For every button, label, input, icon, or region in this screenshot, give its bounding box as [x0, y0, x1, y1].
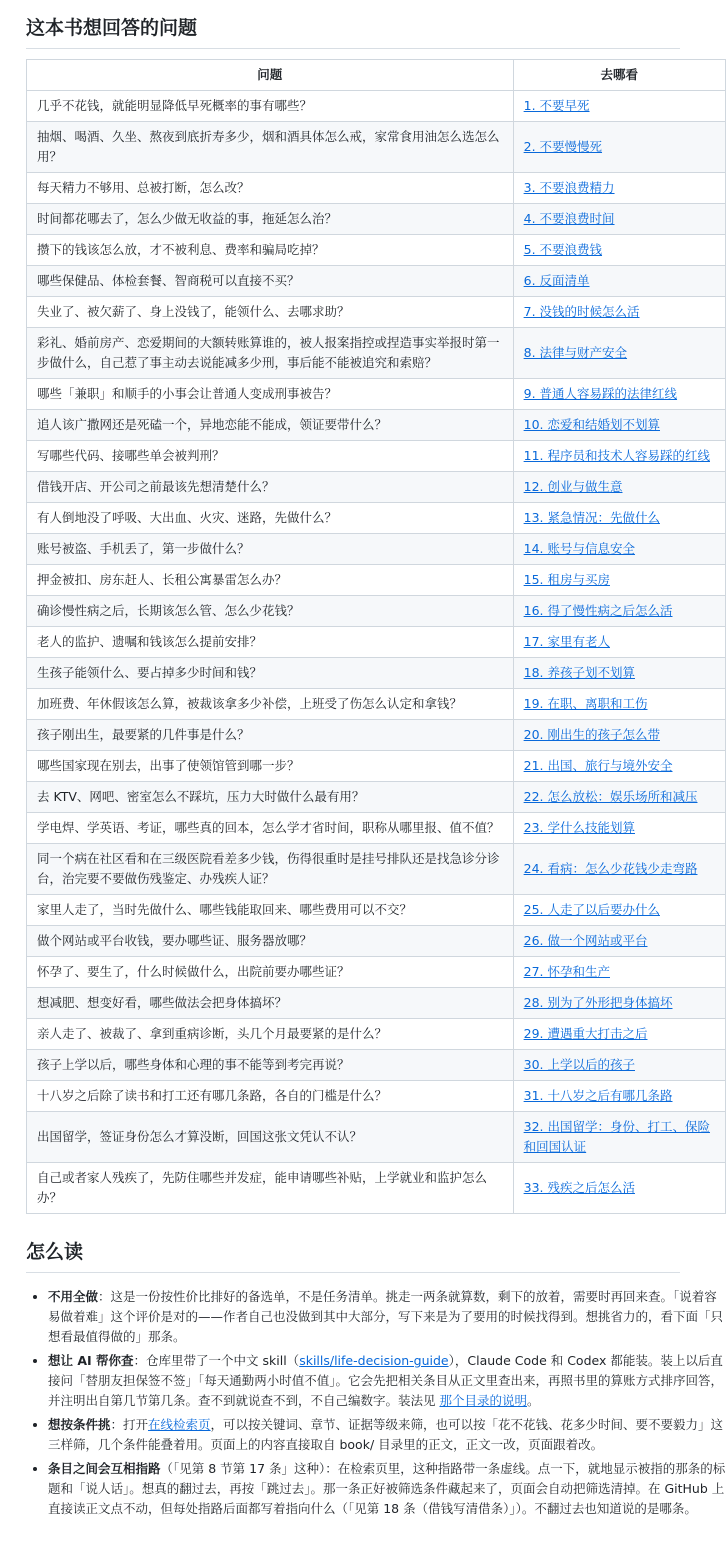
- table-row: [27, 503, 726, 534]
- where-cell: [513, 379, 725, 410]
- column-header-where: 去哪看: [513, 60, 725, 91]
- table-row: [27, 957, 726, 988]
- question-cell: 每天精力不够用、总被打断，怎么改？: [27, 173, 514, 204]
- question-cell: 哪些保健品、体检套餐、智商税可以直接不买？: [27, 266, 514, 297]
- list-item: [48, 1351, 728, 1411]
- table-row: [27, 1019, 726, 1050]
- where-cell: [513, 410, 725, 441]
- table-row: [27, 1081, 726, 1112]
- table-row: [27, 328, 726, 379]
- question-cell: 哪些国家现在别去，出事了使领馆管到哪一步？: [27, 751, 514, 782]
- table-row: [27, 988, 726, 1019]
- where-cell: [513, 957, 725, 988]
- chapter-link[interactable]: 29. 遭遇重大打击之后: [523, 1026, 648, 1041]
- chapter-link[interactable]: 32. 出国留学：身份、打工、保险和回国认证: [523, 1119, 710, 1154]
- table-row: [27, 926, 726, 957]
- table-row: [27, 1050, 726, 1081]
- chapter-link[interactable]: 8. 法律与财产安全: [523, 345, 628, 360]
- table-row: [27, 441, 726, 472]
- question-cell: 确诊慢性病之后，长期该怎么管、怎么少花钱？: [27, 596, 514, 627]
- table-row: [27, 204, 726, 235]
- where-cell: [513, 122, 725, 173]
- where-cell: [513, 441, 725, 472]
- chapter-link[interactable]: 26. 做一个网站或平台: [523, 933, 648, 948]
- question-cell: 同一个病在社区看和在三级医院看差多少钱，伤得很重时是挂号排队还是找急诊分诊台，治完要不要做伤残鉴定、办残疾人证？: [27, 844, 514, 895]
- where-cell: [513, 926, 725, 957]
- column-header-question: 问题: [27, 60, 514, 91]
- chapter-link[interactable]: 6. 反面清单: [523, 273, 590, 288]
- chapter-link[interactable]: 13. 紧急情况：先做什么: [523, 510, 660, 525]
- where-cell: [513, 596, 725, 627]
- question-cell: 怀孕了、要生了，什么时候做什么，出院前要办哪些证？: [27, 957, 514, 988]
- table-row: [27, 844, 726, 895]
- table-row: [27, 235, 726, 266]
- table-row: [27, 410, 726, 441]
- table-row: [27, 472, 726, 503]
- where-cell: [513, 751, 725, 782]
- question-cell: 失业了、被欠薪了、身上没钱了，能领什么、去哪求助？: [27, 297, 514, 328]
- table-row: [27, 91, 726, 122]
- question-cell: 学电焊、学英语、考证，哪些真的回本，怎么学才省时间，职称从哪里报、值不值？: [27, 813, 514, 844]
- where-cell: [513, 91, 725, 122]
- table-row: [27, 751, 726, 782]
- where-cell: [513, 297, 725, 328]
- section-heading-how-to-read: 怎么读: [26, 1224, 680, 1273]
- list-item: [48, 1415, 728, 1455]
- table-row: [27, 782, 726, 813]
- question-cell: 想减肥、想变好看，哪些做法会把身体搞坏？: [27, 988, 514, 1019]
- question-cell: 攒下的钱该怎么放，才不被利息、费率和骗局吃掉？: [27, 235, 514, 266]
- where-cell: [513, 173, 725, 204]
- tip-text: 。: [527, 1393, 540, 1408]
- where-cell: [513, 266, 725, 297]
- where-cell: [513, 627, 725, 658]
- question-cell: 时间都花哪去了，怎么少做无收益的事，拖延怎么治？: [27, 204, 514, 235]
- question-cell: 十八岁之后除了读书和打工还有哪几条路，各自的门槛是什么？: [27, 1081, 514, 1112]
- where-cell: [513, 472, 725, 503]
- tip-text: ，可以按关键词、章节、证据等级来筛，也可以按「花不花钱、花多少时间、要不要毅力」这三样筛，几个条件能叠着用。页面上的内容直接取自 book/ 目录里的正文，正文一改，页面跟着改。: [48, 1417, 724, 1452]
- tip-text: （「见第 8 节第 17 条」这种）：在检索页里，这种指路带一条虚线。点一下，就地显示被指的那条的标题和「说人话」。想真的翻过去，再按「跳过去」。那一条正好被筛选条件藏起来了，页面会自动把筛选清掉。在 GitHub 上直接读正文点不动，但每处指路后面都写着指向什么（「见第 18 条（借钱写清借条）」）。不翻过去也知道说的是哪条。: [48, 1461, 726, 1516]
- question-cell: 去 KTV、网吧、密室怎么不踩坑，压力大时做什么最有用？: [27, 782, 514, 813]
- where-cell: [513, 534, 725, 565]
- chapter-link[interactable]: 21. 出国、旅行与境外安全: [523, 758, 673, 773]
- question-cell: 孩子刚出生，最要紧的几件事是什么？: [27, 720, 514, 751]
- tips-list: [26, 1287, 728, 1519]
- question-cell: 家里人走了，当时先做什么、哪些钱能取回来、哪些费用可以不交？: [27, 895, 514, 926]
- question-cell: 自己或者家人残疾了，先防住哪些并发症，能申请哪些补贴，上学就业和监护怎么办？: [27, 1163, 514, 1214]
- question-cell: 押金被扣、房东赶人、长租公寓暴雷怎么办？: [27, 565, 514, 596]
- question-cell: 追人该广撒网还是死磕一个，异地恋能不能成，领证要带什么？: [27, 410, 514, 441]
- table-row: [27, 596, 726, 627]
- where-cell: [513, 720, 725, 751]
- table-row: [27, 813, 726, 844]
- table-row: [27, 565, 726, 596]
- tip-text: ：这是一份按性价比排好的备选单，不是任务清单。挑走一两条就算数，剩下的放着，需要时再回来查。「说着容易做着难」这个评价是对的——作者自己也没做到其中大部分，写下来是为了要用的时候找得到。想挑省力的，看下面「只想看最值得做的」那条。: [48, 1289, 724, 1344]
- question-cell: 加班费、年休假该怎么算，被裁该拿多少补偿，上班受了伤怎么认定和拿钱？: [27, 689, 514, 720]
- table-row: [27, 266, 726, 297]
- chapter-link[interactable]: 3. 不要浪费精力: [523, 180, 615, 195]
- question-cell: 借钱开店、开公司之前最该先想清楚什么？: [27, 472, 514, 503]
- table-row: [27, 173, 726, 204]
- chapter-link[interactable]: 33. 残疾之后怎么活: [523, 1180, 635, 1195]
- chapter-link[interactable]: 11. 程序员和技术人容易踩的红线: [523, 448, 710, 463]
- where-cell: [513, 565, 725, 596]
- questions-table: [26, 59, 726, 1214]
- chapter-link[interactable]: 19. 在职、离职和工伤: [523, 696, 648, 711]
- question-cell: 抽烟、喝酒、久坐、熬夜到底折寿多少，烟和酒具体怎么戒，家常食用油怎么选怎么用？: [27, 122, 514, 173]
- table-row: [27, 297, 726, 328]
- question-cell: 亲人走了、被裁了、拿到重病诊断，头几个月最要紧的是什么？: [27, 1019, 514, 1050]
- tip-title: 条目之间会互相指路: [48, 1461, 161, 1476]
- question-cell: 做个网站或平台收钱，要办哪些证、服务器放哪？: [27, 926, 514, 957]
- chapter-link[interactable]: 9. 普通人容易踩的法律红线: [523, 386, 678, 401]
- where-cell: [513, 1019, 725, 1050]
- question-cell: 账号被盗、手机丢了，第一步做什么？: [27, 534, 514, 565]
- where-cell: [513, 813, 725, 844]
- chapter-link[interactable]: 15. 租房与买房: [523, 572, 610, 587]
- tip-text: ：仓库里带了一个中文 skill（: [133, 1353, 300, 1368]
- tip-title: 不用全做: [48, 1289, 99, 1304]
- question-cell: 写哪些代码、接哪些单会被判刑？: [27, 441, 514, 472]
- chapter-link[interactable]: 27. 怀孕和生产: [523, 964, 610, 979]
- question-cell: 孩子上学以后，哪些身体和心理的事不能等到考完再说？: [27, 1050, 514, 1081]
- where-cell: [513, 204, 725, 235]
- chapter-link[interactable]: 23. 学什么技能划算: [523, 820, 635, 835]
- tip-title: 想按条件挑: [48, 1417, 111, 1432]
- question-cell: 出国留学，签证身份怎么才算没断，回国这张文凭认不认？: [27, 1112, 514, 1163]
- table-row: [27, 1112, 726, 1163]
- table-row: [27, 534, 726, 565]
- where-cell: [513, 1112, 725, 1163]
- tip-text: ：打开: [110, 1417, 149, 1432]
- chapter-link[interactable]: 24. 看病：怎么少花钱少走弯路: [523, 861, 698, 876]
- table-row: [27, 122, 726, 173]
- table-row: [27, 627, 726, 658]
- chapter-link[interactable]: 16. 得了慢性病之后怎么活: [523, 603, 673, 618]
- chapter-link[interactable]: 12. 创业与做生意: [523, 479, 623, 494]
- chapter-link[interactable]: 28. 别为了外形把身体搞坏: [523, 995, 673, 1010]
- where-cell: [513, 689, 725, 720]
- list-item: [48, 1459, 728, 1519]
- where-cell: [513, 328, 725, 379]
- directory-readme-link[interactable]: 那个目录的说明: [439, 1393, 527, 1408]
- online-search-link[interactable]: 在线检索页: [148, 1417, 211, 1432]
- chapter-link[interactable]: 18. 养孩子划不划算: [523, 665, 635, 680]
- where-cell: [513, 844, 725, 895]
- where-cell: [513, 658, 725, 689]
- chapter-link[interactable]: 5. 不要浪费钱: [523, 242, 603, 257]
- question-cell: 有人倒地没了呼吸、大出血、火灾、迷路，先做什么？: [27, 503, 514, 534]
- table-row: [27, 720, 726, 751]
- chapter-link[interactable]: 31. 十八岁之后有哪几条路: [523, 1088, 673, 1103]
- chapter-link[interactable]: 2. 不要慢慢死: [523, 139, 603, 154]
- table-body: [27, 91, 726, 1214]
- chapter-link[interactable]: 17. 家里有老人: [523, 634, 610, 649]
- question-cell: 几乎不花钱，就能明显降低早死概率的事有哪些？: [27, 91, 514, 122]
- where-cell: [513, 895, 725, 926]
- chapter-link[interactable]: 25. 人走了以后要办什么: [523, 902, 660, 917]
- skill-path-link[interactable]: skills/life-decision-guide: [299, 1353, 449, 1368]
- question-cell: 生孩子能领什么、要占掉多少时间和钱？: [27, 658, 514, 689]
- where-cell: [513, 503, 725, 534]
- table-row: [27, 379, 726, 410]
- question-cell: 彩礼、婚前房产、恋爱期间的大额转账算谁的，被人报案指控或捏造事实举报时第一步做什么，自己惹了事主动去说能减多少刑，事后能不能被追究和索赔？: [27, 328, 514, 379]
- tip-title: 想让 AI 帮你查: [48, 1353, 134, 1368]
- tip-text: ），Claude Code 和 Codex 都能装。装上以后直接问「替朋友担保签不签」「每天通勤两小时值不值」。它会先把相关条目从正文里查出来，再照书里的算账方式排序回答，并注明出自第几节第几条。查不到就说查不到，不自己编数字。装法见: [48, 1353, 724, 1408]
- where-cell: [513, 1163, 725, 1214]
- chapter-link[interactable]: 10. 恋爱和结婚划不划算: [523, 417, 660, 432]
- table-row: [27, 689, 726, 720]
- chapter-link[interactable]: 20. 刚出生的孩子怎么带: [523, 727, 660, 742]
- where-cell: [513, 1050, 725, 1081]
- question-cell: 老人的监护、遗嘱和钱该怎么提前安排？: [27, 627, 514, 658]
- where-cell: [513, 988, 725, 1019]
- where-cell: [513, 1081, 725, 1112]
- chapter-link[interactable]: 30. 上学以后的孩子: [523, 1057, 635, 1072]
- list-item: [48, 1287, 728, 1347]
- where-cell: [513, 782, 725, 813]
- table-row: [27, 895, 726, 926]
- chapter-link[interactable]: 1. 不要早死: [523, 98, 590, 113]
- section-heading-questions: 这本书想回答的问题: [26, 0, 680, 49]
- table-row: [27, 658, 726, 689]
- chapter-link[interactable]: 14. 账号与信息安全: [523, 541, 635, 556]
- chapter-link[interactable]: 4. 不要浪费时间: [523, 211, 615, 226]
- where-cell: [513, 235, 725, 266]
- question-cell: 哪些「兼职」和顺手的小事会让普通人变成刑事被告？: [27, 379, 514, 410]
- table-header-row: [27, 60, 726, 91]
- chapter-link[interactable]: 7. 没钱的时候怎么活: [523, 304, 640, 319]
- chapter-link[interactable]: 22. 怎么放松：娱乐场所和减压: [523, 789, 698, 804]
- table-row: [27, 1163, 726, 1214]
